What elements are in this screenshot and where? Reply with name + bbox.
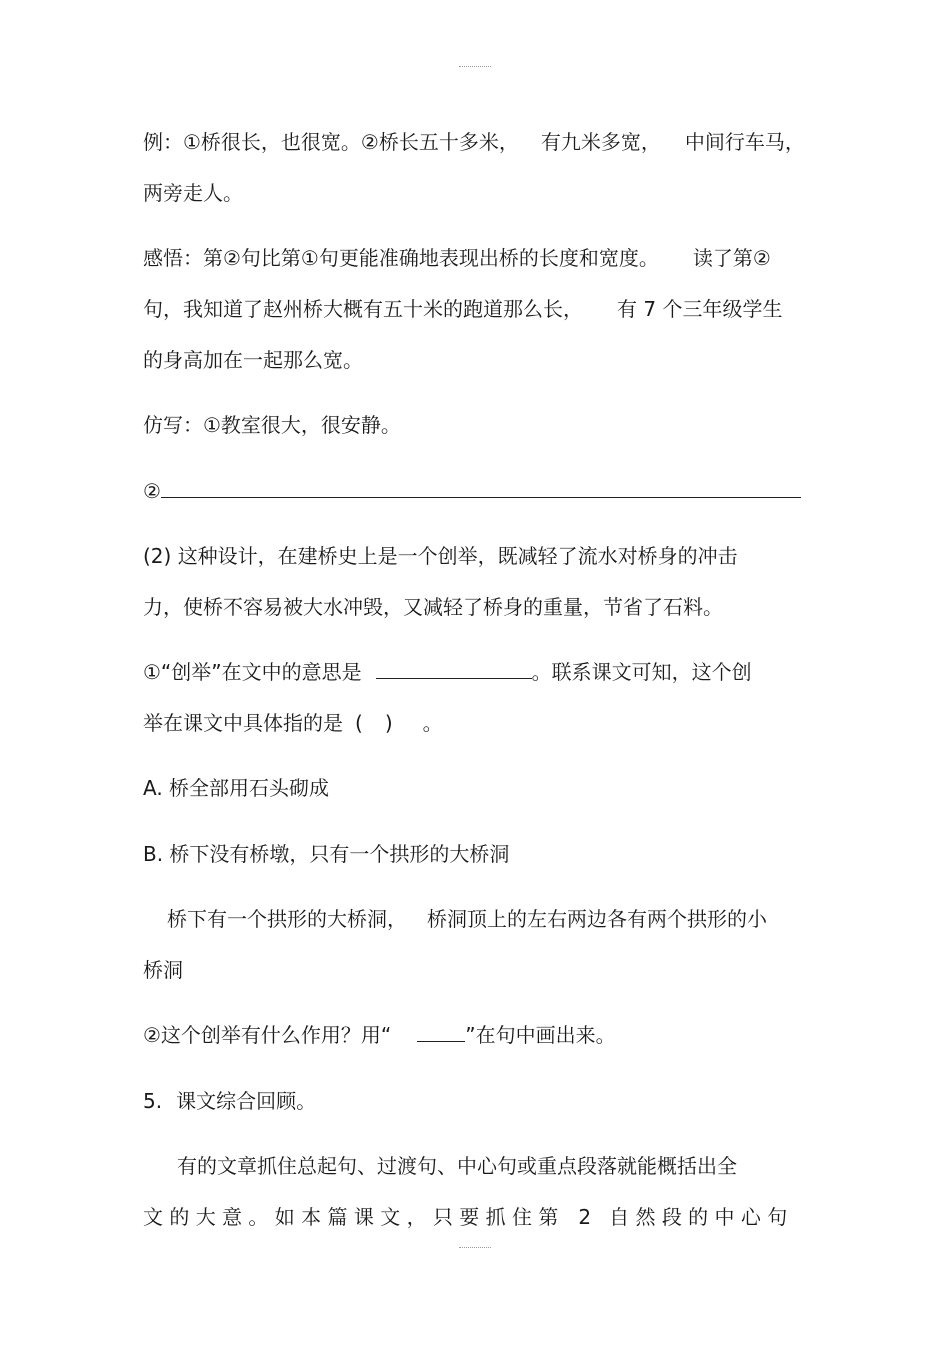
example-text-width: 有九米多宽， <box>540 130 661 154</box>
section-5-heading <box>143 1087 316 1115</box>
question-2-text-tail: ”在句中画出来。 <box>465 1023 616 1047</box>
option-c-line-2: 桥洞 <box>143 958 183 982</box>
question-1-line-1 <box>143 658 752 686</box>
meaning-answer-blank[interactable] <box>376 660 532 679</box>
page-footer-marker <box>459 1247 491 1250</box>
insight-line-3: 的身高加在一起那么宽。 <box>143 348 363 372</box>
question-1-prompt: 举在课文中具体指的是 <box>143 711 343 735</box>
imitation-answer-line <box>143 477 801 505</box>
option-a: A. 桥全部用石头砌成 <box>143 776 330 800</box>
section-number: 5. <box>143 1089 163 1113</box>
review-text-tail: 自 然 段 的 中 心 句 <box>609 1205 788 1229</box>
question-1-text-tail: 。联系课文可知，这个创 <box>531 660 752 684</box>
review-text: 文 的 大 意 。 如 本 篇 课 文 ， 只 要 抓 住 第 <box>143 1205 559 1229</box>
example-text-traffic: 中间行车马， <box>684 130 805 154</box>
insight-text-tail: 读了第② <box>692 246 771 270</box>
question-1-text: ①“创举”在文中的意思是 <box>143 660 362 684</box>
insight-line-2 <box>143 295 782 323</box>
example-text: 例：①桥很长，也很宽。②桥长五十多米， <box>143 130 519 154</box>
underline-mark-sample <box>417 1023 465 1042</box>
option-c-text: 桥下有一个拱形的大桥洞， <box>167 907 407 931</box>
question-2-text: ②这个创举有什么作用？用“ <box>143 1023 392 1047</box>
option-b: B. 桥下没有桥墩，只有一个拱形的大桥洞 <box>143 842 510 866</box>
page-header-marker <box>459 66 491 69</box>
imitation-number: ② <box>143 479 161 503</box>
section-title: 课文综合回顾。 <box>176 1089 317 1113</box>
passage-quote-line-2: 力，使桥不容易被大水冲毁，又减轻了桥身的重量，节省了石料。 <box>143 595 723 619</box>
review-paragraph-line-2 <box>143 1203 787 1231</box>
example-sentences-line-1 <box>143 128 805 156</box>
review-paragraph-line-1: 有的文章抓住总起句、过渡句、中心句或重点段落就能概括出全 <box>177 1154 737 1178</box>
insight-line-1 <box>143 244 771 272</box>
question-1-line-2 <box>143 709 443 737</box>
option-c-text-tail: 桥洞顶上的左右两边各有两个拱形的小 <box>427 907 767 931</box>
choice-paren-open: ( <box>355 711 363 735</box>
insight-text: 感悟：第②句比第①句更能准确地表现出桥的长度和宽度。 <box>143 246 659 270</box>
example-sentences-line-2: 两旁走人。 <box>143 181 243 205</box>
question-2-line <box>143 1021 616 1049</box>
choice-paren-close: ) <box>384 711 393 735</box>
insight-length-text: 句，我知道了赵州桥大概有五十米的跑道那么长， <box>143 297 583 321</box>
option-c-line-1 <box>167 905 767 933</box>
paragraph-number: 2 <box>578 1205 592 1229</box>
question-1-period: 。 <box>422 711 443 735</box>
insight-width-text: 有 7 个三年级学生 <box>617 297 783 321</box>
imitation-prompt: 仿写：①教室很大，很安静。 <box>143 413 401 437</box>
passage-quote-line-1: (2) 这种设计，在建桥史上是一个创举，既减轻了流水对桥身的冲击 <box>143 544 738 568</box>
imitation-answer-blank[interactable] <box>161 479 801 498</box>
